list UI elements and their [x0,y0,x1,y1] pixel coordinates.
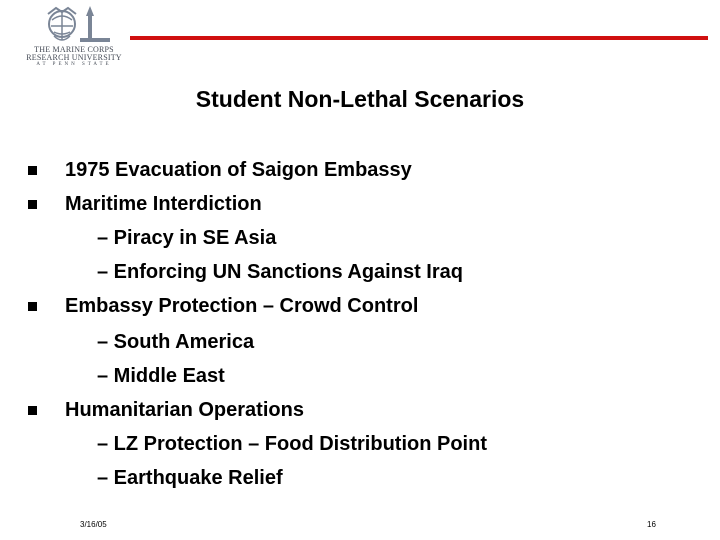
bullet-item: Humanitarian Operations [65,399,304,421]
logo-line-3: AT PENN STATE [36,62,112,67]
sub-bullet-item: – Piracy in SE Asia [97,227,277,249]
bullet-square-icon [28,406,37,415]
bullet-square-icon [28,200,37,209]
bullet-item: Maritime Interdiction [65,193,262,215]
sub-bullet-item: – LZ Protection – Food Distribution Point [97,433,487,455]
marine-corps-research-university-logo [18,4,130,80]
logo-line-2: RESEARCH UNIVERSITY [26,53,122,62]
sub-bullet-item: – Enforcing UN Sanctions Against Iraq [97,261,463,283]
bullet-item: Embassy Protection – Crowd Control [65,295,419,317]
footer-date: 3/16/05 [80,520,107,529]
bullet-square-icon [28,166,37,175]
slide-title: Student Non-Lethal Scenarios [195,86,525,112]
header-red-rule [130,36,708,40]
eagle-globe-anchor-icon [18,4,130,48]
bullet-item: 1975 Evacuation of Saigon Embassy [65,159,412,181]
logo-line-1: THE MARINE CORPS [34,45,114,54]
bullet-square-icon [28,302,37,311]
footer-page-number: 16 [647,520,656,529]
sub-bullet-item: – South America [97,331,255,353]
sub-bullet-item: – Earthquake Relief [97,467,283,489]
sub-bullet-item: – Middle East [97,365,225,387]
